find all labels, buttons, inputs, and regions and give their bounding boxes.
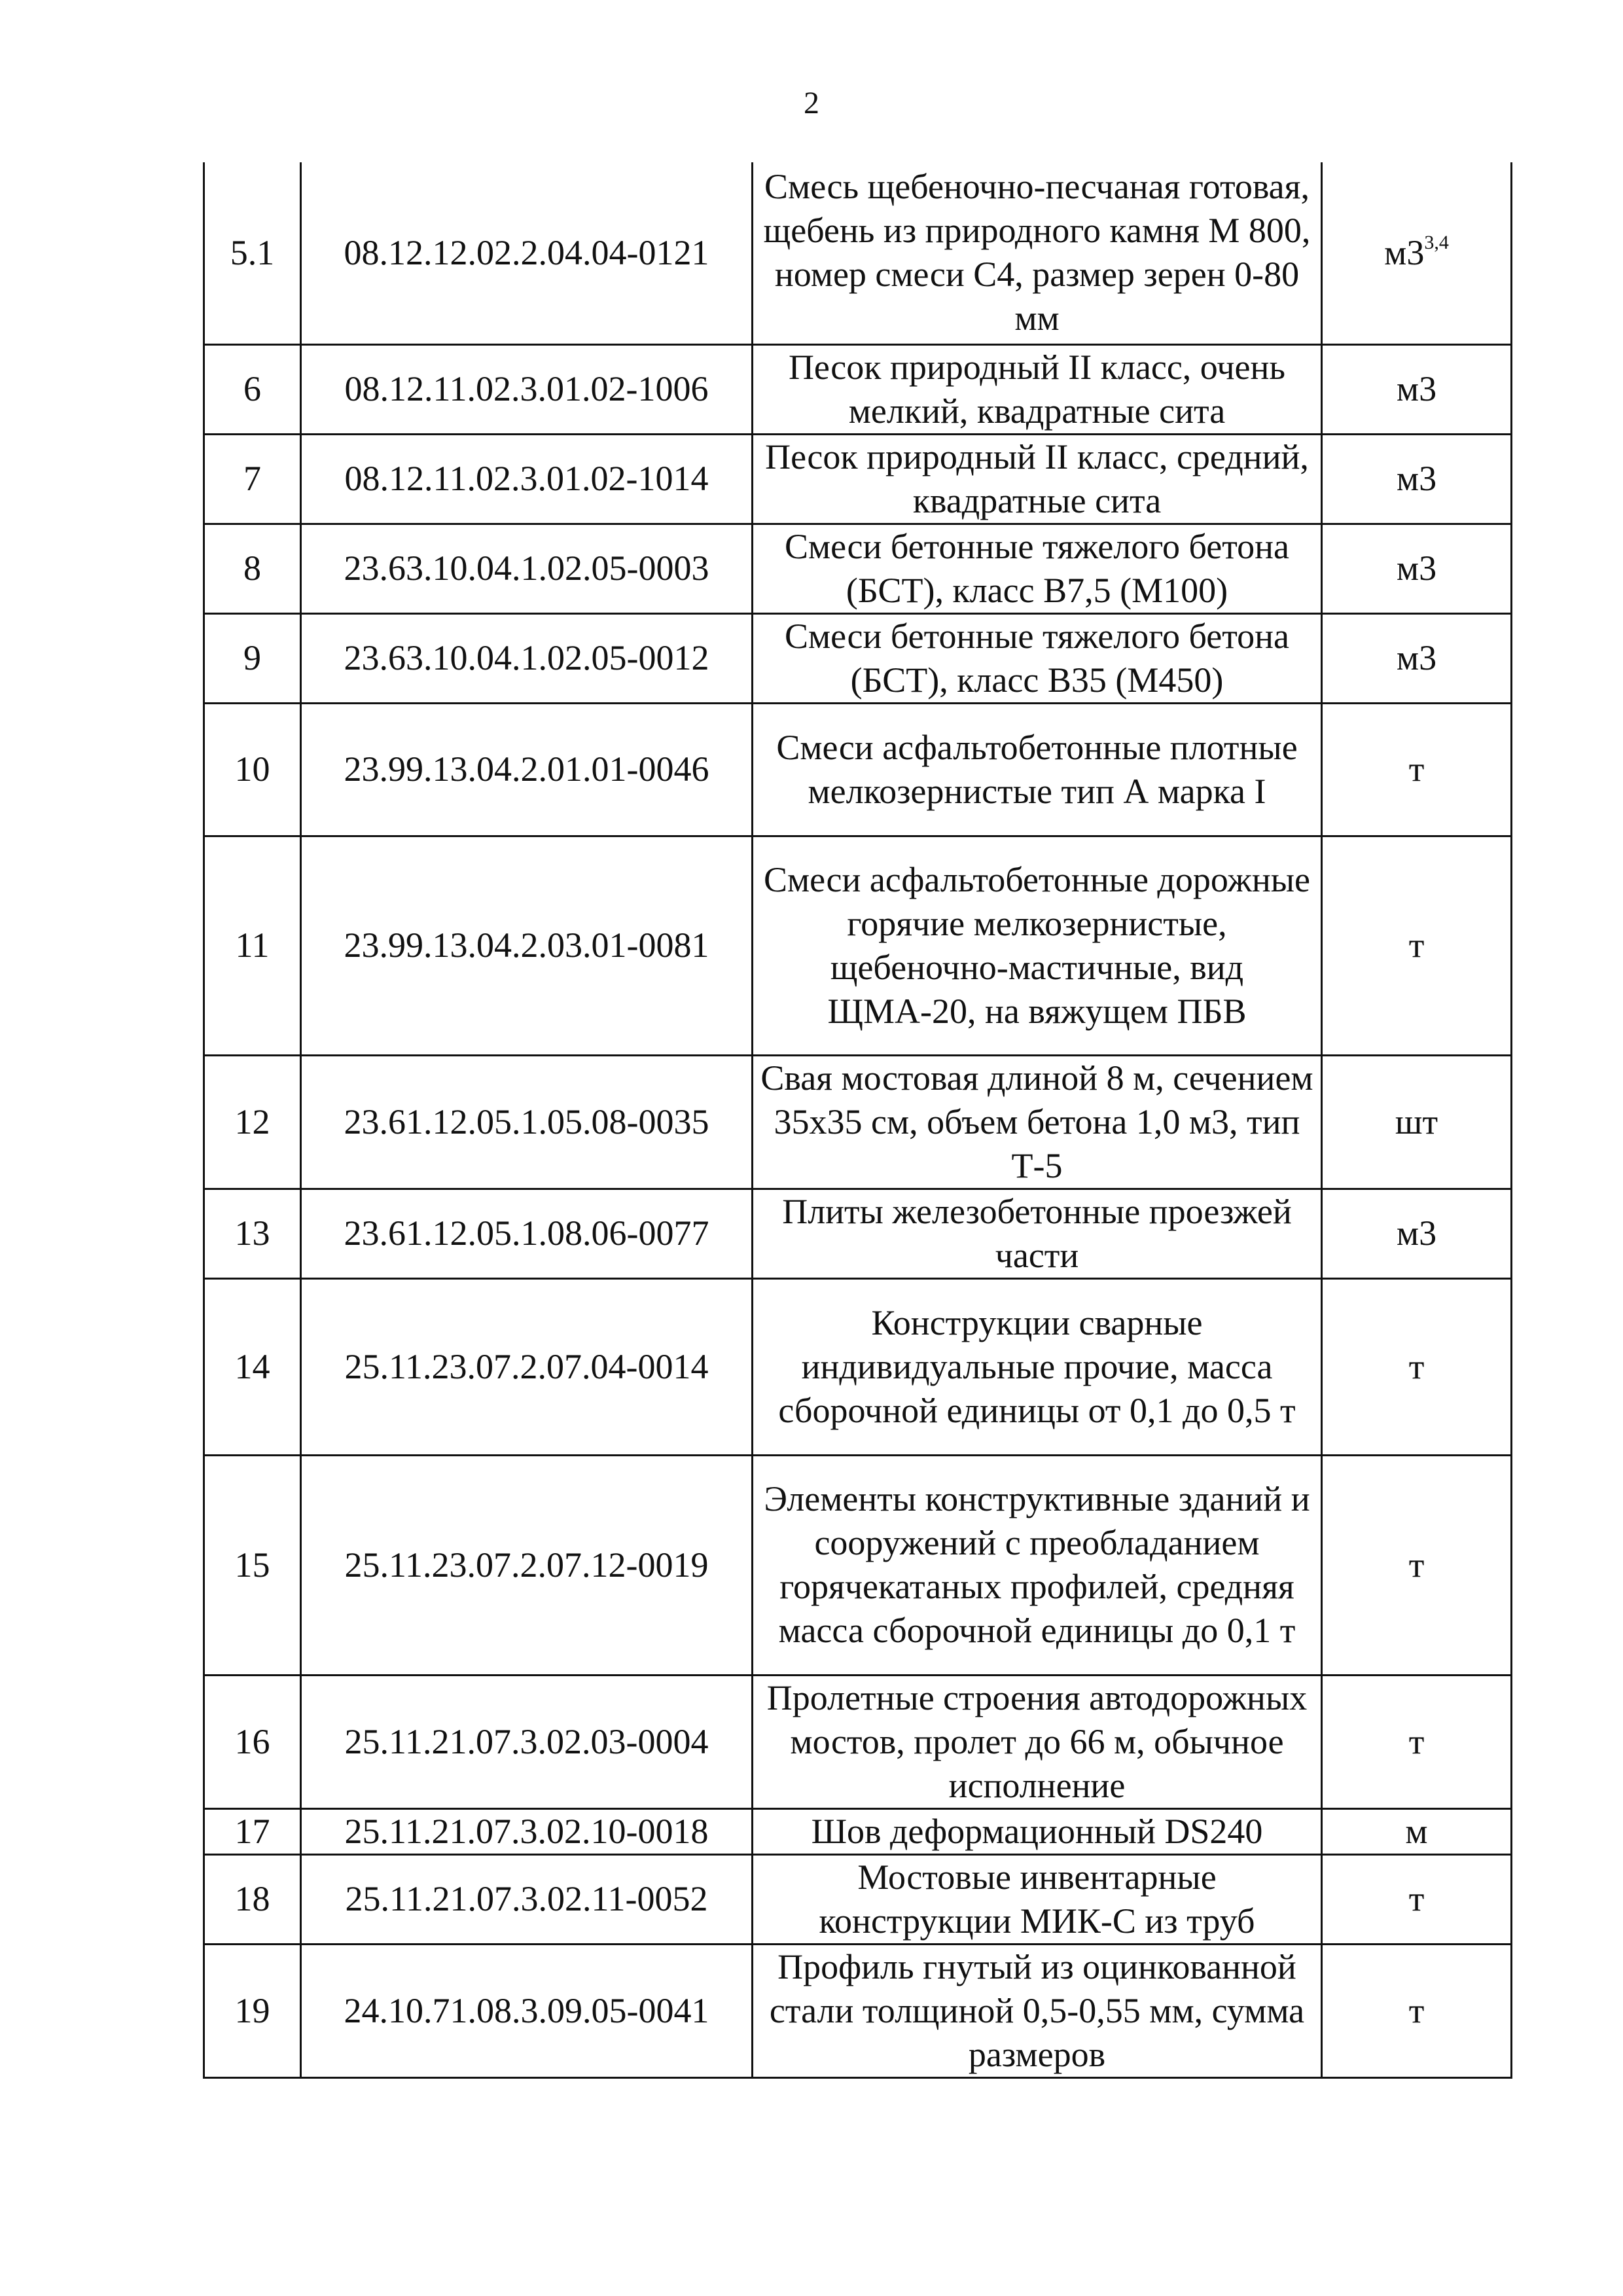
unit-cell — [1322, 1278, 1512, 1455]
table-row — [204, 344, 1512, 434]
resource-name: Шов деформационный DS240 — [753, 1808, 1322, 1854]
unit-cell — [1322, 1854, 1512, 1944]
unit: м3 — [1396, 459, 1437, 498]
row-number: 15 — [204, 1455, 301, 1675]
table-row — [204, 703, 1512, 836]
row-number: 12 — [204, 1055, 301, 1189]
resource-name: Песок природный II класс, средний, квадратные сита — [753, 434, 1322, 524]
unit-cell — [1322, 434, 1512, 524]
unit: м3 — [1396, 638, 1437, 677]
resource-code: 25.11.23.07.2.07.12-0019 — [301, 1455, 753, 1675]
unit: т — [1408, 1721, 1425, 1761]
resource-code: 25.11.21.07.3.02.10-0018 — [301, 1808, 753, 1854]
unit-cell — [1322, 836, 1512, 1055]
table-row — [204, 1189, 1512, 1278]
row-number: 5.1 — [204, 162, 301, 344]
unit: шт — [1395, 1102, 1438, 1141]
table-row — [204, 1055, 1512, 1189]
resource-code: 08.12.12.02.2.04.04-0121 — [301, 162, 753, 344]
unit: т — [1408, 1346, 1425, 1386]
row-number: 7 — [204, 434, 301, 524]
row-number: 16 — [204, 1675, 301, 1808]
unit-footnote: 3,4 — [1424, 231, 1449, 253]
resource-code: 08.12.11.02.3.01.02-1006 — [301, 344, 753, 434]
unit-cell — [1322, 524, 1512, 613]
resource-code: 08.12.11.02.3.01.02-1014 — [301, 434, 753, 524]
resource-name: Смеси бетонные тяжелого бетона (БСТ), класс В35 (М450) — [753, 613, 1322, 703]
resource-code: 23.99.13.04.2.01.01-0046 — [301, 703, 753, 836]
row-number: 10 — [204, 703, 301, 836]
row-number: 19 — [204, 1944, 301, 2077]
page-number: 2 — [804, 86, 819, 120]
resource-name: Профиль гнутый из оцинкованной стали толщиной 0,5-0,55 мм, сумма размеров — [753, 1944, 1322, 2077]
resource-name: Смеси асфальтобетонные плотные мелкозернистые тип А марка I — [753, 703, 1322, 836]
resource-code: 23.61.12.05.1.05.08-0035 — [301, 1055, 753, 1189]
resource-code: 25.11.21.07.3.02.11-0052 — [301, 1854, 753, 1944]
table-row — [204, 1675, 1512, 1808]
unit: т — [1408, 1545, 1425, 1585]
resource-code: 23.61.12.05.1.08.06-0077 — [301, 1189, 753, 1278]
unit: т — [1408, 925, 1425, 965]
unit: м3 — [1384, 232, 1425, 272]
row-number: 13 — [204, 1189, 301, 1278]
row-number: 17 — [204, 1808, 301, 1854]
unit-cell — [1322, 162, 1512, 344]
unit: м — [1405, 1811, 1428, 1851]
resource-name: Мостовые инвентарные конструкции МИК-С из труб — [753, 1854, 1322, 1944]
materials-table — [203, 162, 1512, 2079]
unit-cell — [1322, 344, 1512, 434]
resource-name: Смеси асфальтобетонные дорожные горячие мелкозернистые, щебеночно-мастичные, вид ЩМА-20, на вяжущем ПБВ — [753, 836, 1322, 1055]
table-row — [204, 613, 1512, 703]
unit-cell — [1322, 613, 1512, 703]
resource-code: 25.11.21.07.3.02.03-0004 — [301, 1675, 753, 1808]
unit: м3 — [1396, 1213, 1437, 1253]
resource-name: Песок природный II класс, очень мелкий, квадратные сита — [753, 344, 1322, 434]
table-row — [204, 1278, 1512, 1455]
unit-cell — [1322, 1675, 1512, 1808]
table-row — [204, 434, 1512, 524]
resource-code: 24.10.71.08.3.09.05-0041 — [301, 1944, 753, 2077]
unit-cell — [1322, 1189, 1512, 1278]
unit: т — [1408, 749, 1425, 789]
table-row — [204, 1808, 1512, 1854]
resource-code: 23.99.13.04.2.03.01-0081 — [301, 836, 753, 1055]
row-number: 11 — [204, 836, 301, 1055]
table-row — [204, 524, 1512, 613]
table-row — [204, 836, 1512, 1055]
table-row — [204, 1854, 1512, 1944]
unit-cell — [1322, 1808, 1512, 1854]
row-number: 14 — [204, 1278, 301, 1455]
unit-cell — [1322, 1944, 1512, 2077]
table-row — [204, 162, 1512, 344]
row-number: 6 — [204, 344, 301, 434]
resource-name: Плиты железобетонные проезжей части — [753, 1189, 1322, 1278]
resource-name: Элементы конструктивные зданий и сооружений с преобладанием горячекатаных профилей, средняя масса сборочной единицы до 0,1 т — [753, 1455, 1322, 1675]
resource-name: Смеси бетонные тяжелого бетона (БСТ), класс В7,5 (М100) — [753, 524, 1322, 613]
unit: м3 — [1396, 369, 1437, 408]
unit-cell — [1322, 1455, 1512, 1675]
resource-code: 25.11.23.07.2.07.04-0014 — [301, 1278, 753, 1455]
table-row — [204, 1944, 1512, 2077]
unit-cell — [1322, 703, 1512, 836]
resource-name: Конструкции сварные индивидуальные прочие, масса сборочной единицы от 0,1 до 0,5 т — [753, 1278, 1322, 1455]
resource-name: Пролетные строения автодорожных мостов, пролет до 66 м, обычное исполнение — [753, 1675, 1322, 1808]
unit: м3 — [1396, 548, 1437, 588]
resource-name: Смесь щебеночно-песчаная готовая, щебень из природного камня М 800, номер смеси С4, размер зерен 0-80 мм — [753, 162, 1322, 344]
resource-code: 23.63.10.04.1.02.05-0003 — [301, 524, 753, 613]
row-number: 8 — [204, 524, 301, 613]
unit: т — [1408, 1879, 1425, 1918]
table-row — [204, 1455, 1512, 1675]
row-number: 9 — [204, 613, 301, 703]
resource-code: 23.63.10.04.1.02.05-0012 — [301, 613, 753, 703]
resource-name: Свая мостовая длиной 8 м, сечением 35х35 см, объем бетона 1,0 м3, тип Т-5 — [753, 1055, 1322, 1189]
row-number: 18 — [204, 1854, 301, 1944]
unit-cell — [1322, 1055, 1512, 1189]
unit: т — [1408, 1990, 1425, 2030]
